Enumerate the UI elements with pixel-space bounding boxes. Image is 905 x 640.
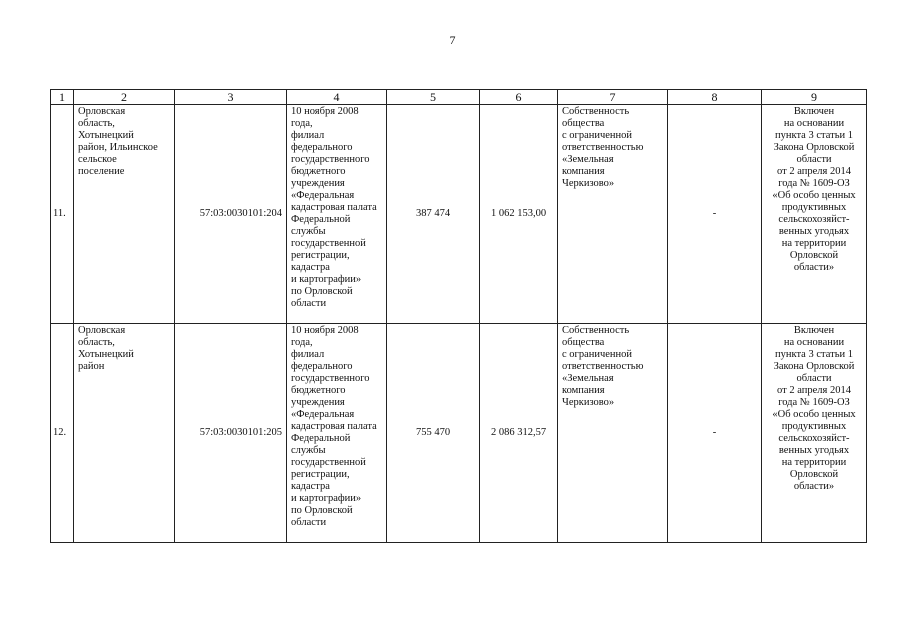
cell-line: 10 ноября 2008 года,: [291, 106, 359, 129]
cell-line: «Об особо ценных: [772, 190, 856, 201]
column-header: 3: [175, 90, 287, 105]
cell-line: Собственность: [562, 325, 630, 336]
cell-line: на основании: [783, 337, 845, 348]
land-register-table: [50, 89, 867, 543]
cell-line: года № 1609-ОЗ: [778, 178, 850, 189]
cell-line: с ограниченной: [562, 130, 633, 141]
cell-line: «Федеральная: [291, 409, 355, 420]
cell-line: компания: [562, 166, 605, 177]
column-header: 9: [762, 90, 867, 105]
cell-line: от 2 апреля 2014: [777, 166, 851, 177]
registration-cell: [287, 324, 387, 543]
cell-line: Закона Орловской: [773, 361, 855, 372]
cell-line: по Орловской: [291, 505, 353, 516]
cell-line: государственной: [291, 457, 366, 468]
area-cell: 755 470: [387, 324, 480, 543]
row-number: 11.: [51, 105, 74, 324]
cell-line: район: [78, 361, 105, 372]
cell-line: поселение: [78, 166, 125, 177]
cell-line: Черкизово»: [562, 178, 615, 189]
cell-line: Орловской: [789, 250, 839, 261]
cell-line: Включен: [793, 106, 835, 117]
column-header: 1: [51, 90, 74, 105]
cell-line: службы: [291, 226, 326, 237]
basis-cell: [762, 105, 867, 324]
cell-line: Хотынецкий: [78, 130, 134, 141]
cell-line: федерального: [291, 142, 353, 153]
cell-line: Собственность: [562, 106, 630, 117]
value-cell: 2 086 312,57: [480, 324, 558, 543]
cell-line: учреждения: [291, 178, 345, 189]
cell-line: район, Ильинское: [78, 142, 158, 153]
cell-line: государственной: [291, 238, 366, 249]
cell-line: области: [291, 298, 327, 309]
column-8-cell: -: [668, 324, 762, 543]
cell-line: общества: [562, 337, 605, 348]
cell-line: «Земельная: [562, 373, 614, 384]
location-cell: [74, 105, 175, 324]
cell-line: на основании: [783, 118, 845, 129]
cell-line: область,: [78, 118, 115, 129]
cell-line: от 2 апреля 2014: [777, 385, 851, 396]
column-header: 2: [74, 90, 175, 105]
cell-line: области»: [793, 481, 835, 492]
row-number: 12.: [51, 324, 74, 543]
cadastral-number-cell: 57:03:0030101:204: [175, 105, 287, 324]
cell-line: общества: [562, 118, 605, 129]
cell-line: Федеральной: [291, 433, 351, 444]
page-number: 7: [449, 33, 456, 47]
column-header: 8: [668, 90, 762, 105]
cell-line: кадастра: [291, 481, 330, 492]
cell-line: филиал: [291, 349, 325, 360]
cell-line: «Федеральная: [291, 190, 355, 201]
cell-line: бюджетного: [291, 166, 346, 177]
cell-line: кадастровая палата: [291, 202, 377, 213]
header-row: [51, 90, 867, 105]
basis-cell: [762, 324, 867, 543]
column-8-cell: -: [668, 105, 762, 324]
cell-line: сельскохозяйст-: [778, 214, 850, 225]
cell-line: Закона Орловской: [773, 142, 855, 153]
cell-line: по Орловской: [291, 286, 353, 297]
cell-line: государственного: [291, 373, 370, 384]
value-cell: 1 062 153,00: [480, 105, 558, 324]
ownership-cell: [558, 105, 668, 324]
cell-line: регистрации,: [291, 469, 350, 480]
cell-line: области»: [793, 262, 835, 273]
cell-line: «Земельная: [562, 154, 614, 165]
cell-line: области: [291, 517, 327, 528]
cell-line: «Об особо ценных: [772, 409, 856, 420]
cell-line: Черкизово»: [562, 397, 615, 408]
cell-line: сельскохозяйст-: [778, 433, 850, 444]
cadastral-number-cell: 57:03:0030101:205: [175, 324, 287, 543]
ownership-cell: [558, 324, 668, 543]
cell-line: продуктивных: [781, 202, 847, 213]
cell-line: бюджетного: [291, 385, 346, 396]
cell-line: область,: [78, 337, 115, 348]
cell-line: регистрации,: [291, 250, 350, 261]
cell-line: пункта 3 статьи 1: [775, 130, 853, 141]
cell-line: сельское: [78, 154, 117, 165]
cell-line: области: [796, 154, 832, 165]
cell-line: Орловская: [78, 106, 126, 117]
cell-line: с ограниченной: [562, 349, 633, 360]
cell-line: государственного: [291, 154, 370, 165]
cell-line: Орловская: [78, 325, 126, 336]
cell-line: филиал: [291, 130, 325, 141]
cell-line: и картографии»: [291, 274, 362, 285]
cell-line: федерального: [291, 361, 353, 372]
cell-line: 10 ноября 2008 года,: [291, 325, 359, 348]
location-cell: [74, 324, 175, 543]
column-header: 5: [387, 90, 480, 105]
cell-line: на территории: [781, 238, 847, 249]
cell-line: года № 1609-ОЗ: [778, 397, 850, 408]
cell-line: ответственностью: [562, 361, 644, 372]
column-header: 7: [558, 90, 668, 105]
cell-line: ответственностью: [562, 142, 644, 153]
cell-line: на территории: [781, 457, 847, 468]
cell-line: и картографии»: [291, 493, 362, 504]
cell-line: кадастровая палата: [291, 421, 377, 432]
cell-line: Включен: [793, 325, 835, 336]
cell-line: Хотынецкий: [78, 349, 134, 360]
cell-line: продуктивных: [781, 421, 847, 432]
registration-cell: [287, 105, 387, 324]
table-row: [51, 324, 867, 543]
cell-line: венных угодьях: [778, 445, 850, 456]
cell-line: Федеральной: [291, 214, 351, 225]
column-header: 6: [480, 90, 558, 105]
cell-line: кадастра: [291, 262, 330, 273]
table-row: [51, 105, 867, 324]
cell-line: учреждения: [291, 397, 345, 408]
cell-line: Орловской: [789, 469, 839, 480]
area-cell: 387 474: [387, 105, 480, 324]
cell-line: службы: [291, 445, 326, 456]
cell-line: пункта 3 статьи 1: [775, 349, 853, 360]
cell-line: венных угодьях: [778, 226, 850, 237]
cell-line: компания: [562, 385, 605, 396]
column-header: 4: [287, 90, 387, 105]
cell-line: области: [796, 373, 832, 384]
